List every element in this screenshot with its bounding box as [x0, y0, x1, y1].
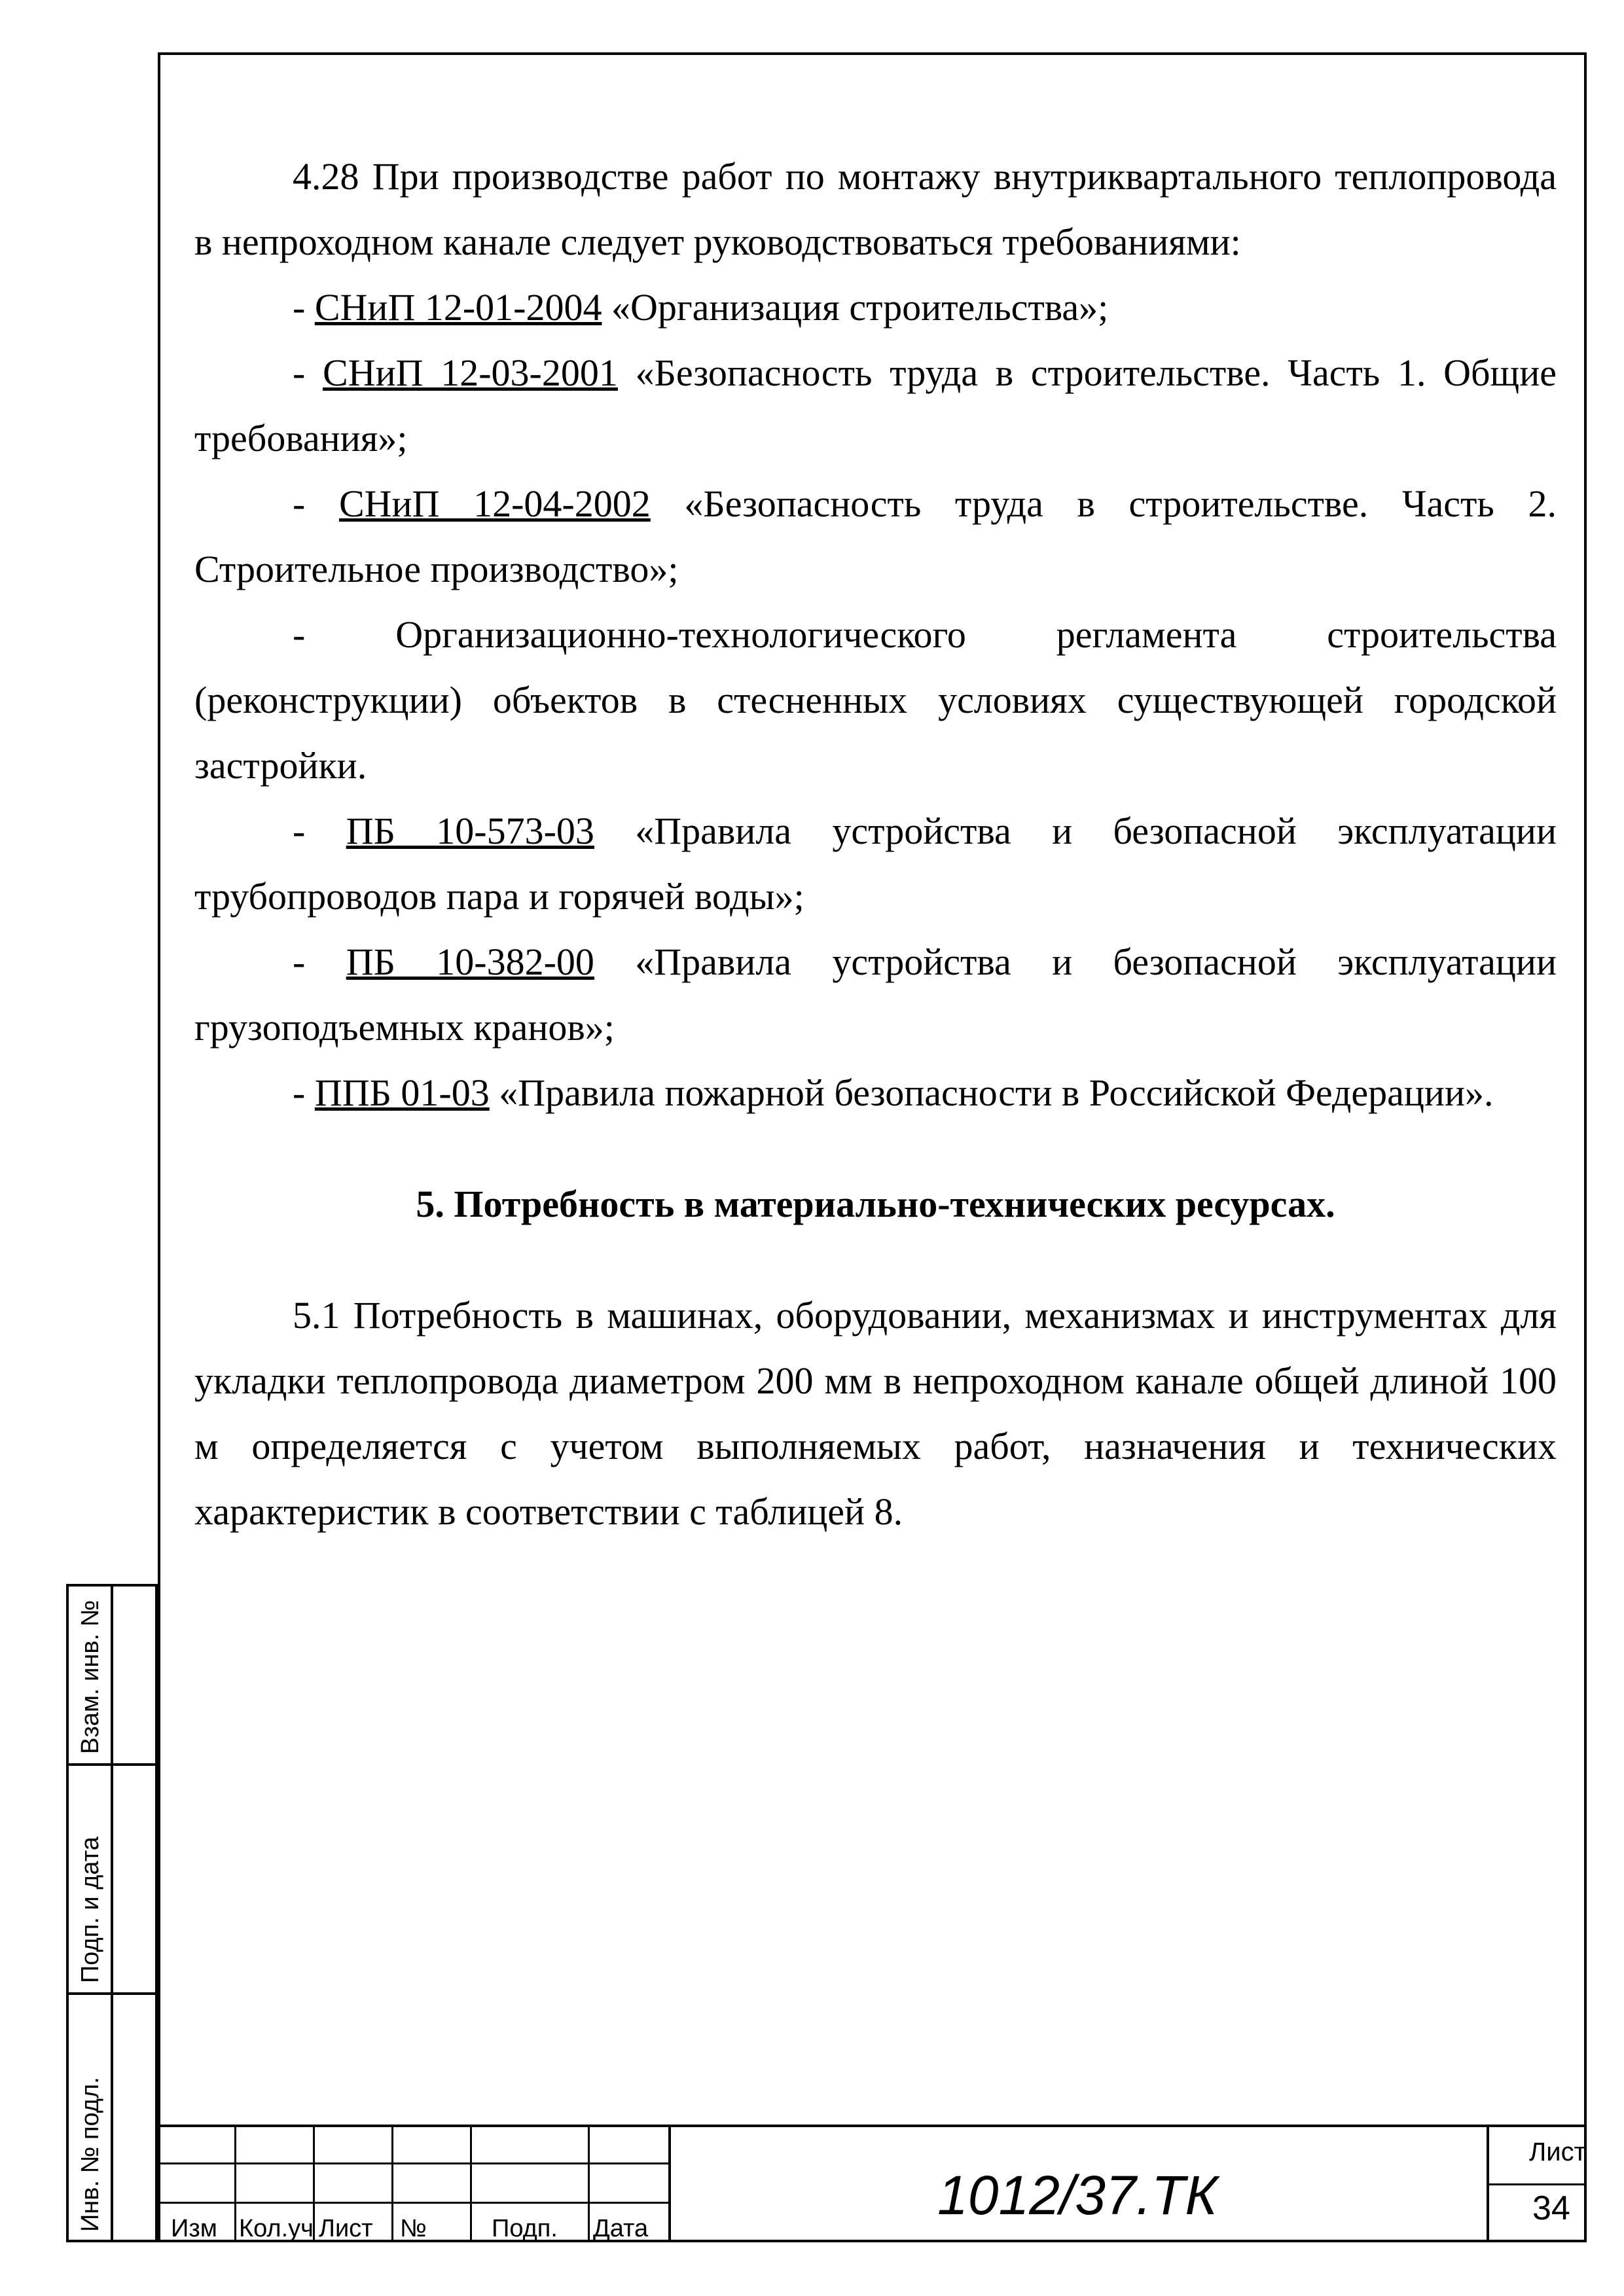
norm-title: «Организация строительства»;: [602, 286, 1109, 329]
sheet-label: Лист: [1529, 2138, 1586, 2166]
requirement-item: - ПБ 10-573-03 «Правила устройства и безопасной эксплуатации трубопроводов пара и горячей воды»;: [194, 810, 1557, 918]
requirement-item: - СНиП 12-03-2001 «Безопасность труда в строительстве. Часть 1. Общие требования»;: [194, 351, 1557, 459]
section-5-1-paragraph: 5.1 Потребность в машинах, оборудовании, механизмах и инструментах для укладки теплопровода диаметром 200 мм в непроходном канале общей длиной 100 м определяется с учетом выполняемых работ, назначения и технических характеристик в соответствии с таблицей 8.: [194, 1294, 1557, 1533]
col-number: №: [400, 2215, 427, 2242]
requirement-item: - ППБ 01-03 «Правила пожарной безопасности в Российской Федерации».: [293, 1071, 1494, 1114]
requirement-item: - Организационно-технологического регламента строительства (реконструкции) объектов в стесненных условиях существующей городской застройки.: [194, 613, 1557, 787]
requirement-item: - ПБ 10-382-00 «Правила устройства и безопасной эксплуатации грузоподъемных кранов»;: [194, 941, 1557, 1049]
col-list: Лист: [319, 2215, 373, 2242]
side-stamp-podp-label: Подп. и дата: [77, 1837, 104, 1983]
document-code: 1012/37.ТК: [937, 2164, 1218, 2226]
norm-code: СНиП 12-01-2004: [314, 286, 602, 329]
col-data: Дата: [593, 2215, 649, 2242]
col-kol-uch: Кол.уч: [239, 2215, 314, 2242]
norm-title: «Правила устройства и безопасной эксплуатации трубопроводов пара и горячей воды»;: [194, 810, 1557, 918]
side-stamp-vzam-label: Взам. инв. №: [77, 1600, 104, 1754]
norm-title: «Безопасность труда в строительстве. Часть 2. Строительное производство»;: [194, 482, 1557, 590]
norm-code: ПБ 10-573-03: [346, 810, 594, 852]
document-body: [194, 144, 1557, 1545]
section-4-28-intro: 4.28 При производстве работ по монтажу внутриквартального теплопровода в непроходном канале следует руководствоваться требованиями:: [194, 155, 1557, 263]
norm-code: СНиП 12-03-2001: [323, 351, 618, 394]
norm-title: Организационно-технологического регламента строительства (реконструкции) объектов в стесненных условиях существующей городской застройки.: [194, 613, 1557, 787]
norm-code: СНиП 12-04-2002: [338, 482, 651, 525]
norm-code: ПБ 10-382-00: [346, 941, 594, 983]
requirement-item: - СНиП 12-01-2004 «Организация строительства»;: [293, 286, 1109, 329]
norm-title: «Правила устройства и безопасной эксплуатации грузоподъемных кранов»;: [194, 941, 1557, 1049]
requirement-item: - СНиП 12-04-2002 «Безопасность труда в строительстве. Часть 2. Строительное производство»;: [194, 482, 1557, 590]
section-5-heading: 5. Потребность в материально-технических ресурсах.: [416, 1183, 1335, 1225]
col-podp: Подп.: [492, 2215, 558, 2242]
sheet-number: 34: [1532, 2189, 1570, 2227]
col-izm: Изм: [171, 2215, 217, 2242]
norm-title: «Правила пожарной безопасности в Российской Федерации».: [489, 1071, 1494, 1114]
title-block: [158, 2125, 1587, 2242]
side-stamp-inv-label: Инв. № подл.: [77, 2077, 104, 2232]
norm-code: ППБ 01-03: [314, 1071, 490, 1114]
norm-title: «Безопасность труда в строительстве. Часть 1. Общие требования»;: [194, 351, 1557, 459]
